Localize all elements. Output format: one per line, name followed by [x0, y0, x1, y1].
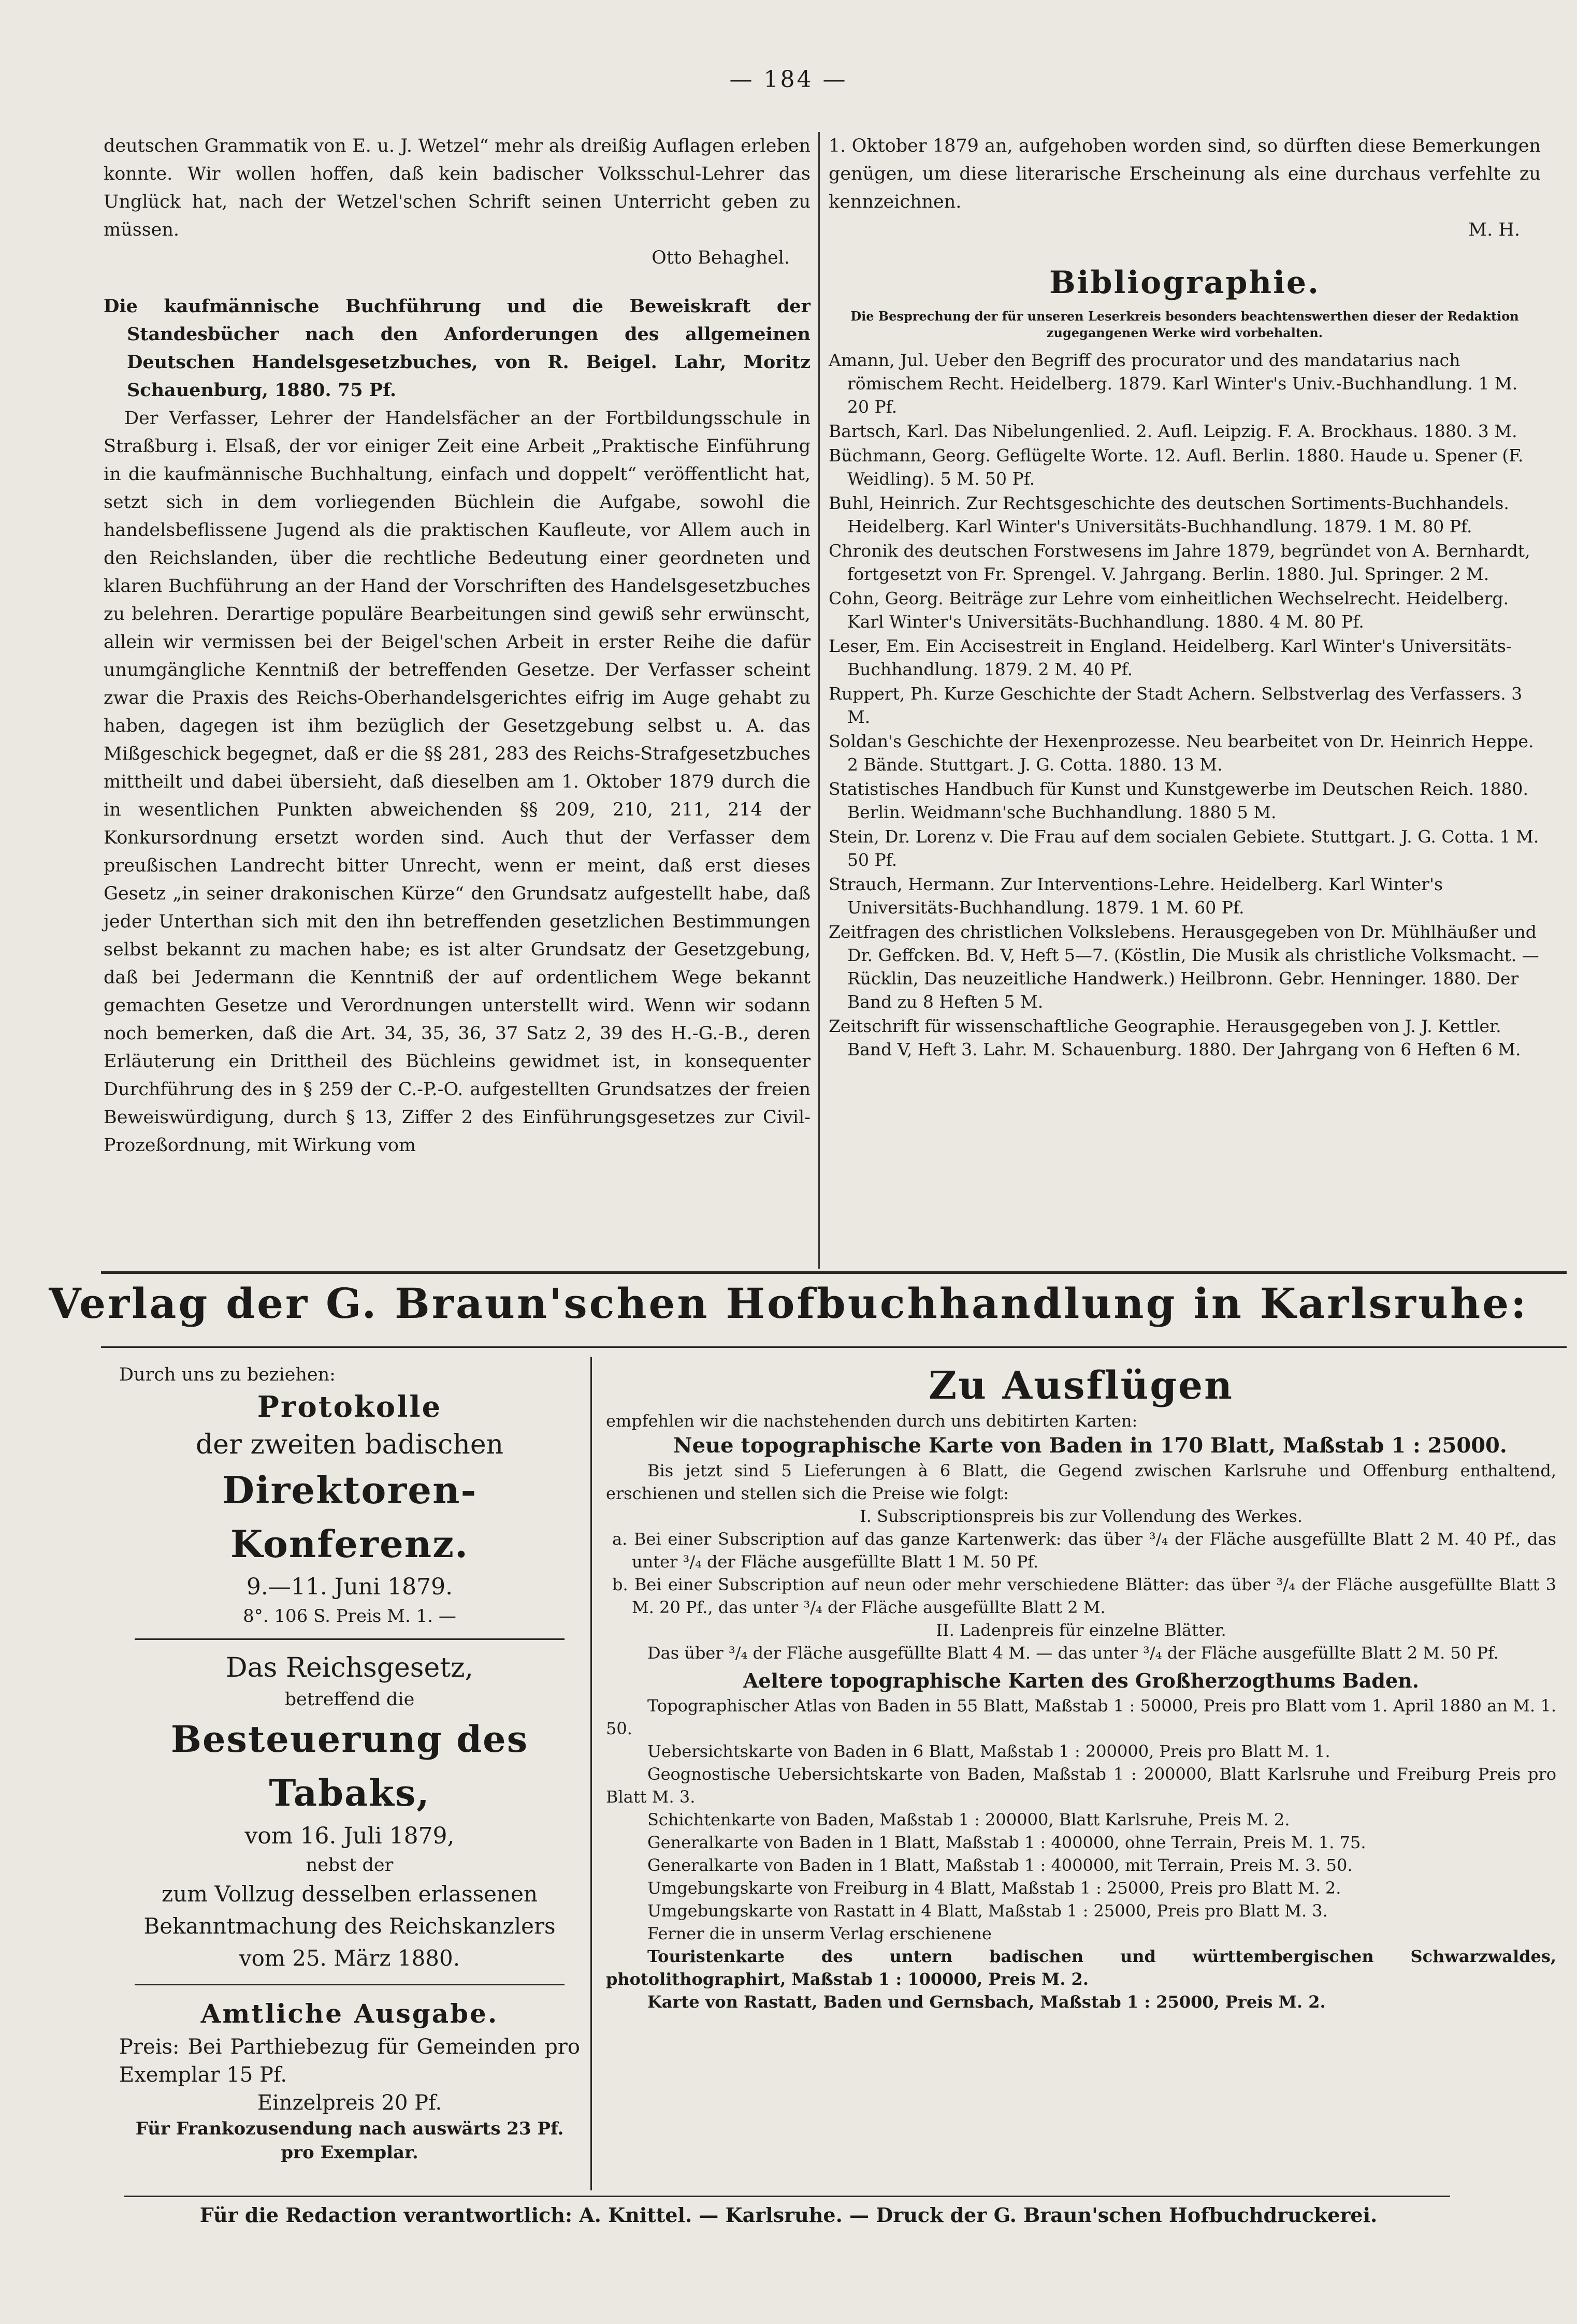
law-text3: vom 25. März 1880.: [239, 1945, 460, 1971]
older-map-item: Generalkarte von Baden in 1 Blatt, Maßstab 1 : 400000, ohne Terrain, Preis M. 1. 75.: [647, 1833, 1366, 1852]
subscription-a: a. Bei einer Subscription auf das ganze Kartenwerk: das über ³/₄ der Fläche ausgefüllte Blatt 2 M. 40 Pf., das unter ³/₄ der Fläche ausgefüllte Blatt 1 M. 50 Pf.: [612, 1529, 1556, 1572]
ad-left-title2: der zweiten badischen: [195, 1429, 504, 1460]
bibliography-entry: Strauch, Hermann. Zur Interventions-Lehre. Heidelberg. Karl Winter's Universitäts-Buchhandlung. 1879. 1 M. 60 Pf.: [829, 874, 1443, 918]
older-map-item: Schichtenkarte von Baden, Maßstab 1 : 200000, Blatt Karlsruhe, Preis M. 2.: [647, 1810, 1290, 1829]
older-map-item: Topographischer Atlas von Baden in 55 Blatt, Maßstab 1 : 50000, Preis pro Blatt vom 1. April 1880 an M. 1. 50.: [606, 1696, 1556, 1738]
law-title2: Besteuerung des Tabaks,: [170, 1718, 529, 1814]
ad-left-date: 9.—11. Juni 1879.: [246, 1574, 453, 1600]
also-text: Ferner die in unserm Verlag erschienene: [647, 1924, 992, 1943]
bibliography-list: [829, 348, 1541, 1061]
ad-left-intro: Durch uns zu beziehen:: [119, 1364, 336, 1385]
right-carryover-text: 1. Oktober 1879 an, aufgehoben worden sind, so dürften diese Bemerkungen genügen, um diese literarische Erscheinung als eine durchaus verfehlte zu kennzeichnen.: [829, 136, 1541, 212]
bibliography-entry: Zeitfragen des christlichen Volkslebens. Herausgegeben von Dr. Mühlhäußer und Dr. Geffcken. Bd. V, Heft 5—7. (Köstlin, Die Musik als christliche Volksmacht. — Rücklin, Das neuzeitliche Handwerk.) Heilbronn. Gebr. Henninger. 1880. Der Band zu 8 Heften 5 M.: [829, 922, 1539, 1012]
left-carryover-signature: Otto Behaghel.: [652, 248, 790, 268]
price-line2: Einzelpreis 20 Pf.: [257, 2091, 442, 2115]
subscription-b: b. Bei einer Subscription auf neun oder mehr verschiedene Blätter: das über ³/₄ der Fläche ausgefüllte Blatt 3 M. 20 Pf., das unter ³/₄ der Fläche ausgefüllte Blatt 2 M.: [612, 1575, 1556, 1617]
older-maps-heading: Aeltere topographische Karten des Großherzogthums Baden.: [743, 1669, 1420, 1692]
older-map-item: Generalkarte von Baden in 1 Blatt, Maßstab 1 : 400000, mit Terrain, Preis M. 3. 50.: [647, 1855, 1353, 1875]
ladenpreis-heading: II. Ladenpreis für einzelne Blätter.: [936, 1620, 1226, 1640]
publisher-banner: Verlag der G. Braun'schen Hofbuchhandlung in Karlsruhe:: [49, 1279, 1528, 1328]
ad-divider: [590, 1357, 592, 2190]
ladenpreis-text: Das über ³/₄ der Fläche ausgefüllte Blatt 4 M. — das unter ³/₄ der Fläche ausgefüllte Blatt 2 M. 50 Pf.: [647, 1643, 1499, 1663]
bibliography-entry: Bartsch, Karl. Das Nibelungenlied. 2. Aufl. Leipzig. F. A. Brockhaus. 1880. 3 M.: [829, 421, 1517, 441]
left-carryover-text: deutschen Grammatik von E. u. J. Wetzel“ mehr als dreißig Auflagen erleben konnte. Wir wollen hoffen, daß kein badischer Volksschul-Lehrer das Unglück hat, nach der Wetzel'schen Schrift seinen Unterricht geben zu müssen.: [104, 136, 811, 240]
bibliography-entry: Buhl, Heinrich. Zur Rechtsgeschichte des deutschen Sortiments-Buchhandels. Heidelberg. Karl Winter's Universitäts-Buchhandlung. 1879. 1 M. 80 Pf.: [829, 493, 1509, 536]
bibliography-entry: Statistisches Handbuch für Kunst und Kunstgewerbe im Deutschen Reich. 1880. Berlin. Weidmann'sche Buchhandlung. 1880 5 M.: [829, 779, 1529, 822]
ad-left-separator: [135, 1638, 565, 1640]
bibliography-entry: Ruppert, Ph. Kurze Geschichte der Stadt Achern. Selbstverlag des Verfassers. 3 M.: [829, 684, 1523, 727]
older-map-item: Uebersichtskarte von Baden in 6 Blatt, Maßstab 1 : 200000, Preis pro Blatt M. 1.: [647, 1741, 1330, 1761]
older-map-item: Umgebungskarte von Rastatt in 4 Blatt, Maßstab 1 : 25000, Preis pro Blatt M. 3.: [647, 1901, 1328, 1921]
edition-label: Amtliche Ausgabe.: [200, 1998, 499, 2029]
review-body: Der Verfasser, Lehrer der Handelsfächer an der Fortbildungsschule in Straßburg i. Elsaß, der vor einiger Zeit eine Arbeit „Praktische Einführung in die kaufmännische Buchhaltung, einfach und doppelt“ veröffentlicht hat, setzt sich in dem vorliegenden Büchlein die Aufgabe, sowohl die handelsbeflissene Jugend als die praktischen Kaufleute, vor Allem auch in den Reichslanden, über die rechtliche Bedeutung einer geordneten und klaren Buchführung an der Hand der Vorschriften des Handelsgesetzbuches zu belehren. Derartige populäre Bearbeitungen sind gewiß sehr erwünscht, allein wir vermissen bei der Beigel'schen Arbeit in erster Reihe die dafür unumgängliche Kenntniß der betreffenden Gesetze. Der Verfasser scheint zwar die Praxis des Reichs-Oberhandelsgerichtes eifrig im Auge gehabt zu haben, dagegen ist ihm bezüglich der Gesetzgebung selbst u. A. das Mißgeschick begegnet, daß er die §§ 281, 283 des Reichs-Strafgesetzbuches mittheilt und dabei übersieht, daß dieselben am 1. Oktober 1879 durch die in wesentlichen Punkten abweichenden §§ 209, 210, 211, 214 der Konkursordnung ersetzt worden sind. Auch thut der Verfasser dem preußischen Landrecht bitter Unrecht, wenn er meint, daß erst dieses Gesetz „in seiner drakonischen Kürze“ den Grundsatz aufgestellt habe, daß jeder Unterthan sich mit den ihn betreffenden gesetzlichen Bestimmungen selbst bekannt zu machen habe; es ist alter Grundsatz der Gesetzgebung, daß bei Jedermann die Kenntniß der auf ordentlichem Wege bekannt gemachten Gesetze und Verordnungen unterstellt wird. Wenn wir sodann noch bemerken, daß die Art. 34, 35, 36, 37 Satz 2, 39 des H.-G.-B., deren Erläuterung ein Drittheil des Büchleins gewidmet ist, in konsequenter Durchführung des in § 259 der C.-P.-O. aufgestellten Grundsatzes der freien Beweiswürdigung, durch § 13, Ziffer 2 des Einführungsgesetzes zur Civil-Prozeßordnung, mit Wirkung vom: [104, 408, 811, 1156]
law-date: vom 16. Juli 1879,: [244, 1823, 455, 1849]
price-line1: Preis: Bei Parthiebezug für Gemeinden pro Exemplar 15 Pf.: [119, 2035, 580, 2087]
older-map-item: Geognostische Uebersichtskarte von Baden, Maßstab 1 : 200000, Blatt Karlsruhe und Freiburg Preis pro Blatt M. 3.: [606, 1764, 1556, 1807]
ad-right-heading: Zu Ausflügen: [929, 1363, 1234, 1408]
bibliography-entry: Cohn, Georg. Beiträge zur Lehre vom einheitlichen Wechselrecht. Heidelberg. Karl Winter's Universitäts-Buchhandlung. 1880. 4 M. 80 Pf.: [829, 588, 1509, 632]
left-column: [104, 132, 811, 1159]
price-line3: Für Frankozusendung nach auswärts 23 Pf. pro Exemplar.: [135, 2118, 564, 2163]
law-title1: Das Reichsgesetz,: [225, 1652, 474, 1683]
law-text1: zum Vollzug desselben erlassenen: [162, 1881, 538, 1907]
subscription-heading: I. Subscriptionspreis bis zur Vollendung des Werkes.: [860, 1506, 1303, 1526]
tour-map: Touristenkarte des untern badischen und württembergischen Schwarzwaldes, photolithographirt, Maßstab 1 : 100000, Preis M. 2.: [606, 1947, 1556, 1989]
footer-divider: [124, 2196, 1450, 2197]
ad-right: [606, 1362, 1556, 2013]
older-maps-list: [606, 1694, 1556, 1922]
map-title: Neue topographische Karte von Baden in 170 Blatt, Maßstab 1 : 25000.: [673, 1433, 1507, 1458]
ad-left: [119, 1362, 580, 2165]
column-divider: [818, 132, 820, 1269]
ad-left-separator: [135, 1984, 565, 1985]
rastatt-map: Karte von Rastatt, Baden und Gernsbach, Maßstab 1 : 25000, Preis M. 2.: [647, 1992, 1326, 2012]
ad-left-title3: Direktoren-Konferenz.: [222, 1468, 478, 1566]
bibliography-entry: Amann, Jul. Ueber den Begriff des procurator und des mandatarius nach römischem Recht. Heidelberg. 1879. Karl Winter's Univ.-Buchhandlung. 1 M. 20 Pf.: [829, 350, 1518, 417]
bibliography-entry: Soldan's Geschichte der Hexenprozesse. Neu bearbeitet von Dr. Heinrich Heppe. 2 Bände. Stuttgart. J. G. Cotta. 1880. 13 M.: [829, 731, 1534, 775]
map-text: Bis jetzt sind 5 Lieferungen à 6 Blatt, die Gegend zwischen Karlsruhe und Offenburg enthaltend, erschienen und stellen sich die Preise wie folgt:: [606, 1461, 1556, 1503]
section-divider: [101, 1271, 1567, 1274]
ad-right-intro: empfehlen wir die nachstehenden durch uns debitirten Karten:: [606, 1411, 1138, 1431]
right-carryover-signature: M. H.: [1468, 220, 1520, 240]
bibliography-entry: Zeitschrift für wissenschaftliche Geographie. Herausgegeben von J. J. Kettler. Band V, Heft 3. Lahr. M. Schauenburg. 1880. Der Jahrgang von 6 Heften 6 M.: [829, 1016, 1521, 1059]
ad-left-meta: 8°. 106 S. Preis M. 1. —: [243, 1606, 456, 1626]
law-text2: Bekanntmachung des Reichskanzlers: [143, 1913, 556, 1939]
bibliography-note: Die Besprechung der für unseren Leserkreis besonders beachtenswerthen dieser der Redaktion zugegangenen Werke wird vorbehalten.: [850, 309, 1519, 340]
banner-divider: [101, 1346, 1567, 1348]
law-sub2: nebst der: [306, 1855, 394, 1876]
right-column: [829, 132, 1541, 1062]
bibliography-entry: Stein, Dr. Lorenz v. Die Frau auf dem socialen Gebiete. Stuttgart. J. G. Cotta. 1 M. 50 Pf.: [829, 826, 1539, 870]
bibliography-entry: Büchmann, Georg. Geflügelte Worte. 12. Aufl. Berlin. 1880. Haude u. Spener (F. Weidling). 5 M. 50 Pf.: [829, 445, 1524, 489]
bibliography-title: Bibliographie.: [1049, 265, 1320, 301]
page-footer: Für die Redaction verantwortlich: A. Knittel. — Karlsruhe. — Druck der G. Braun'schen Hofbuchdruckerei.: [199, 2203, 1378, 2227]
law-sub1: betreffend die: [284, 1689, 415, 1710]
ad-left-title1: Protokolle: [257, 1390, 442, 1424]
review-title: Die kaufmännische Buchführung und die Beweiskraft der Standesbücher nach den Anforderungen des allgemeinen Deutschen Handelsgesetzbuches, von R. Beigel. Lahr, Moritz Schauenburg, 1880. 75 Pf.: [104, 296, 811, 401]
page-number: — 184 —: [729, 66, 848, 93]
bibliography-entry: Leser, Em. Ein Accisestreit in England. Heidelberg. Karl Winter's Universitäts-Buchhandlung. 1879. 2 M. 40 Pf.: [829, 636, 1512, 679]
bibliography-entry: Chronik des deutschen Forstwesens im Jahre 1879, begründet von A. Bernhardt, fortgesetzt von Fr. Sprengel. V. Jahrgang. Berlin. 1880. Jul. Springer. 2 M.: [829, 541, 1530, 584]
older-map-item: Umgebungskarte von Freiburg in 4 Blatt, Maßstab 1 : 25000, Preis pro Blatt M. 2.: [647, 1878, 1341, 1898]
